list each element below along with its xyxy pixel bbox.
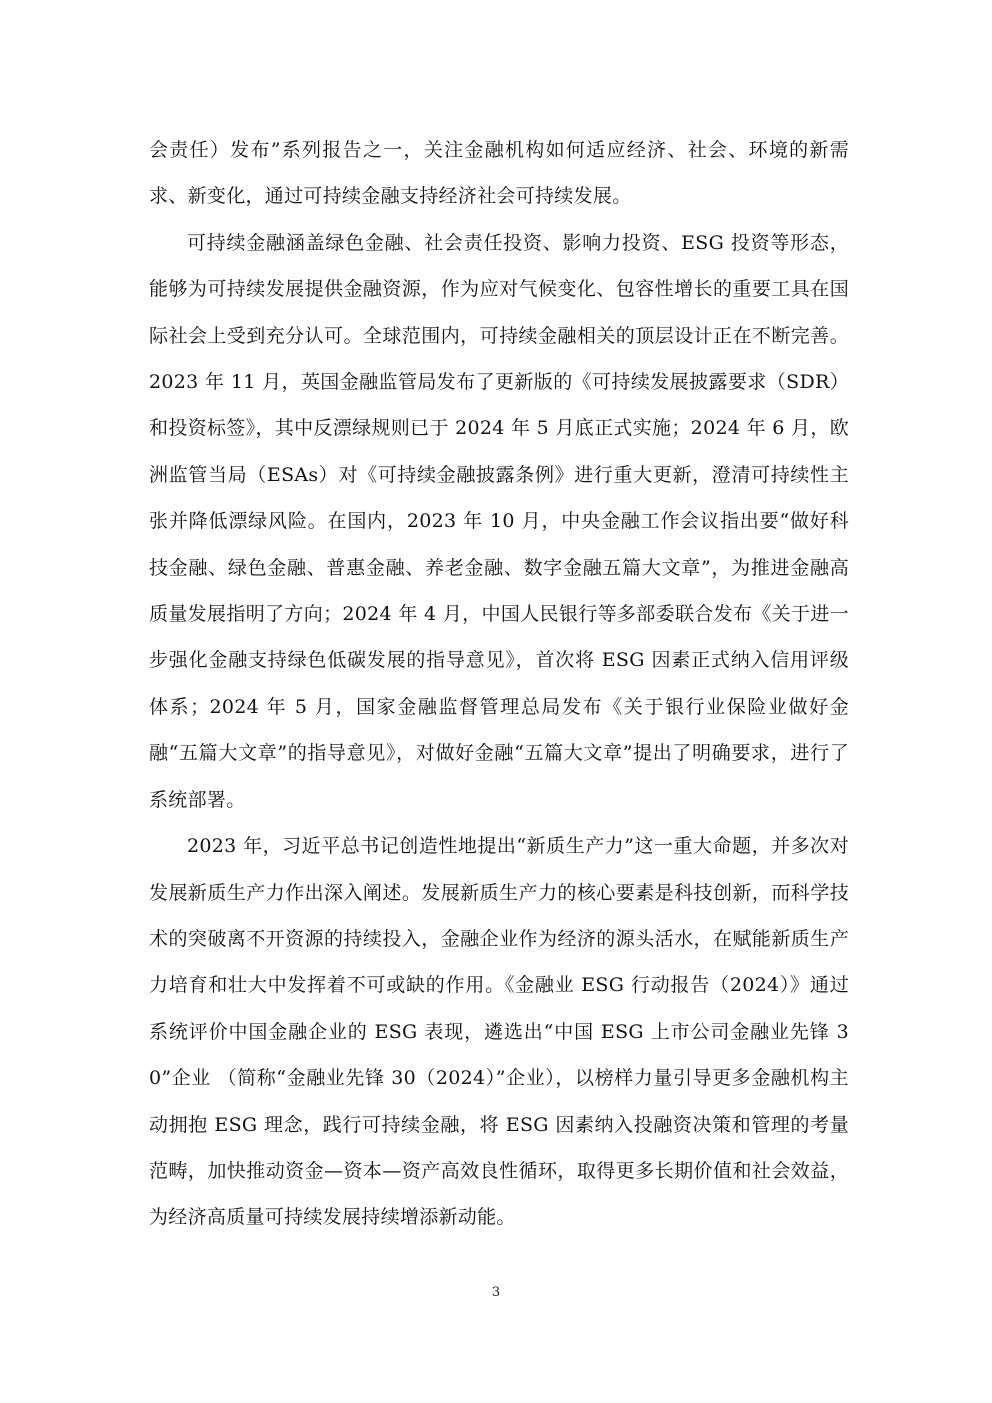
paragraph: 可持续金融涵盖绿色金融、社会责任投资、影响力投资、ESG 投资等形态，能够为可持续发展提供金融资源，作为应对气候变化、包容性增长的重要工具在国际社会上受到充分认可。全球范围内，可持续金融相关的顶层设计正在不断完善。2023 年 11 月，英国金融监管局发布了更新版的《可持续发展披露要求（SDR）和投资标签》，其中反漂绿规则已于 2024 年 5 月底正式实施；2024 年 6 月，欧洲监管当局（ESAs）对《可持续金融披露条例》进行重大更新，澄清可持续性主张并降低漂绿风险。在国内，2023 年 10 月，中央金融工作会议指出要“做好科技金融、绿色金融、普惠金融、养老金融、数字金融五篇大文章”，为推进金融高质量发展指明了方向；2024 年 4 月，中国人民银行等多部委联合发布《关于进一步强化金融支持绿色低碳发展的指导意见》，首次将 ESG 因素正式纳入信用评级体系；2024 年 5 月，国家金融监督管理总局发布《关于银行业保险业做好金融“五篇大文章”的指导意见》，对做好金融“五篇大文章”提出了明确要求，进行了系统部署。 — [149, 231, 849, 811]
page-number: 3 — [491, 1285, 501, 1300]
paragraph: 2023 年，习近平总书记创造性地提出“新质生产力”这一重大命题，并多次对发展新质生产力作出深入阐述。发展新质生产力的核心要素是科技创新，而科学技术的突破离不开资源的持续投入，金融企业作为经济的源头活水，在赋能新质生产力培育和壮大中发挥着不可或缺的作用。《金融业 ESG 行动报告（2024）》通过系统评价中国金融企业的 ESG 表现，遴选出“中国 ESG 上市公司金融业先锋 30”企业 （简称“金融业先锋 30（2024）”企业），以榜样力量引导更多金融机构主动拥抱 ESG 理念，践行可持续金融，将 ESG 因素纳入投融资决策和管理的考量范畴，加快推动资金—资本—资产高效良性循环，取得更多长期价值和社会效益，为经济高质量可持续发展持续增添新动能。 — [149, 835, 849, 1229]
body-text — [149, 127, 849, 1241]
paragraph: 会责任）发布”系列报告之一，关注金融机构如何适应经济、社会、环境的新需求、新变化，通过可持续金融支持经济社会可持续发展。 — [149, 139, 849, 208]
